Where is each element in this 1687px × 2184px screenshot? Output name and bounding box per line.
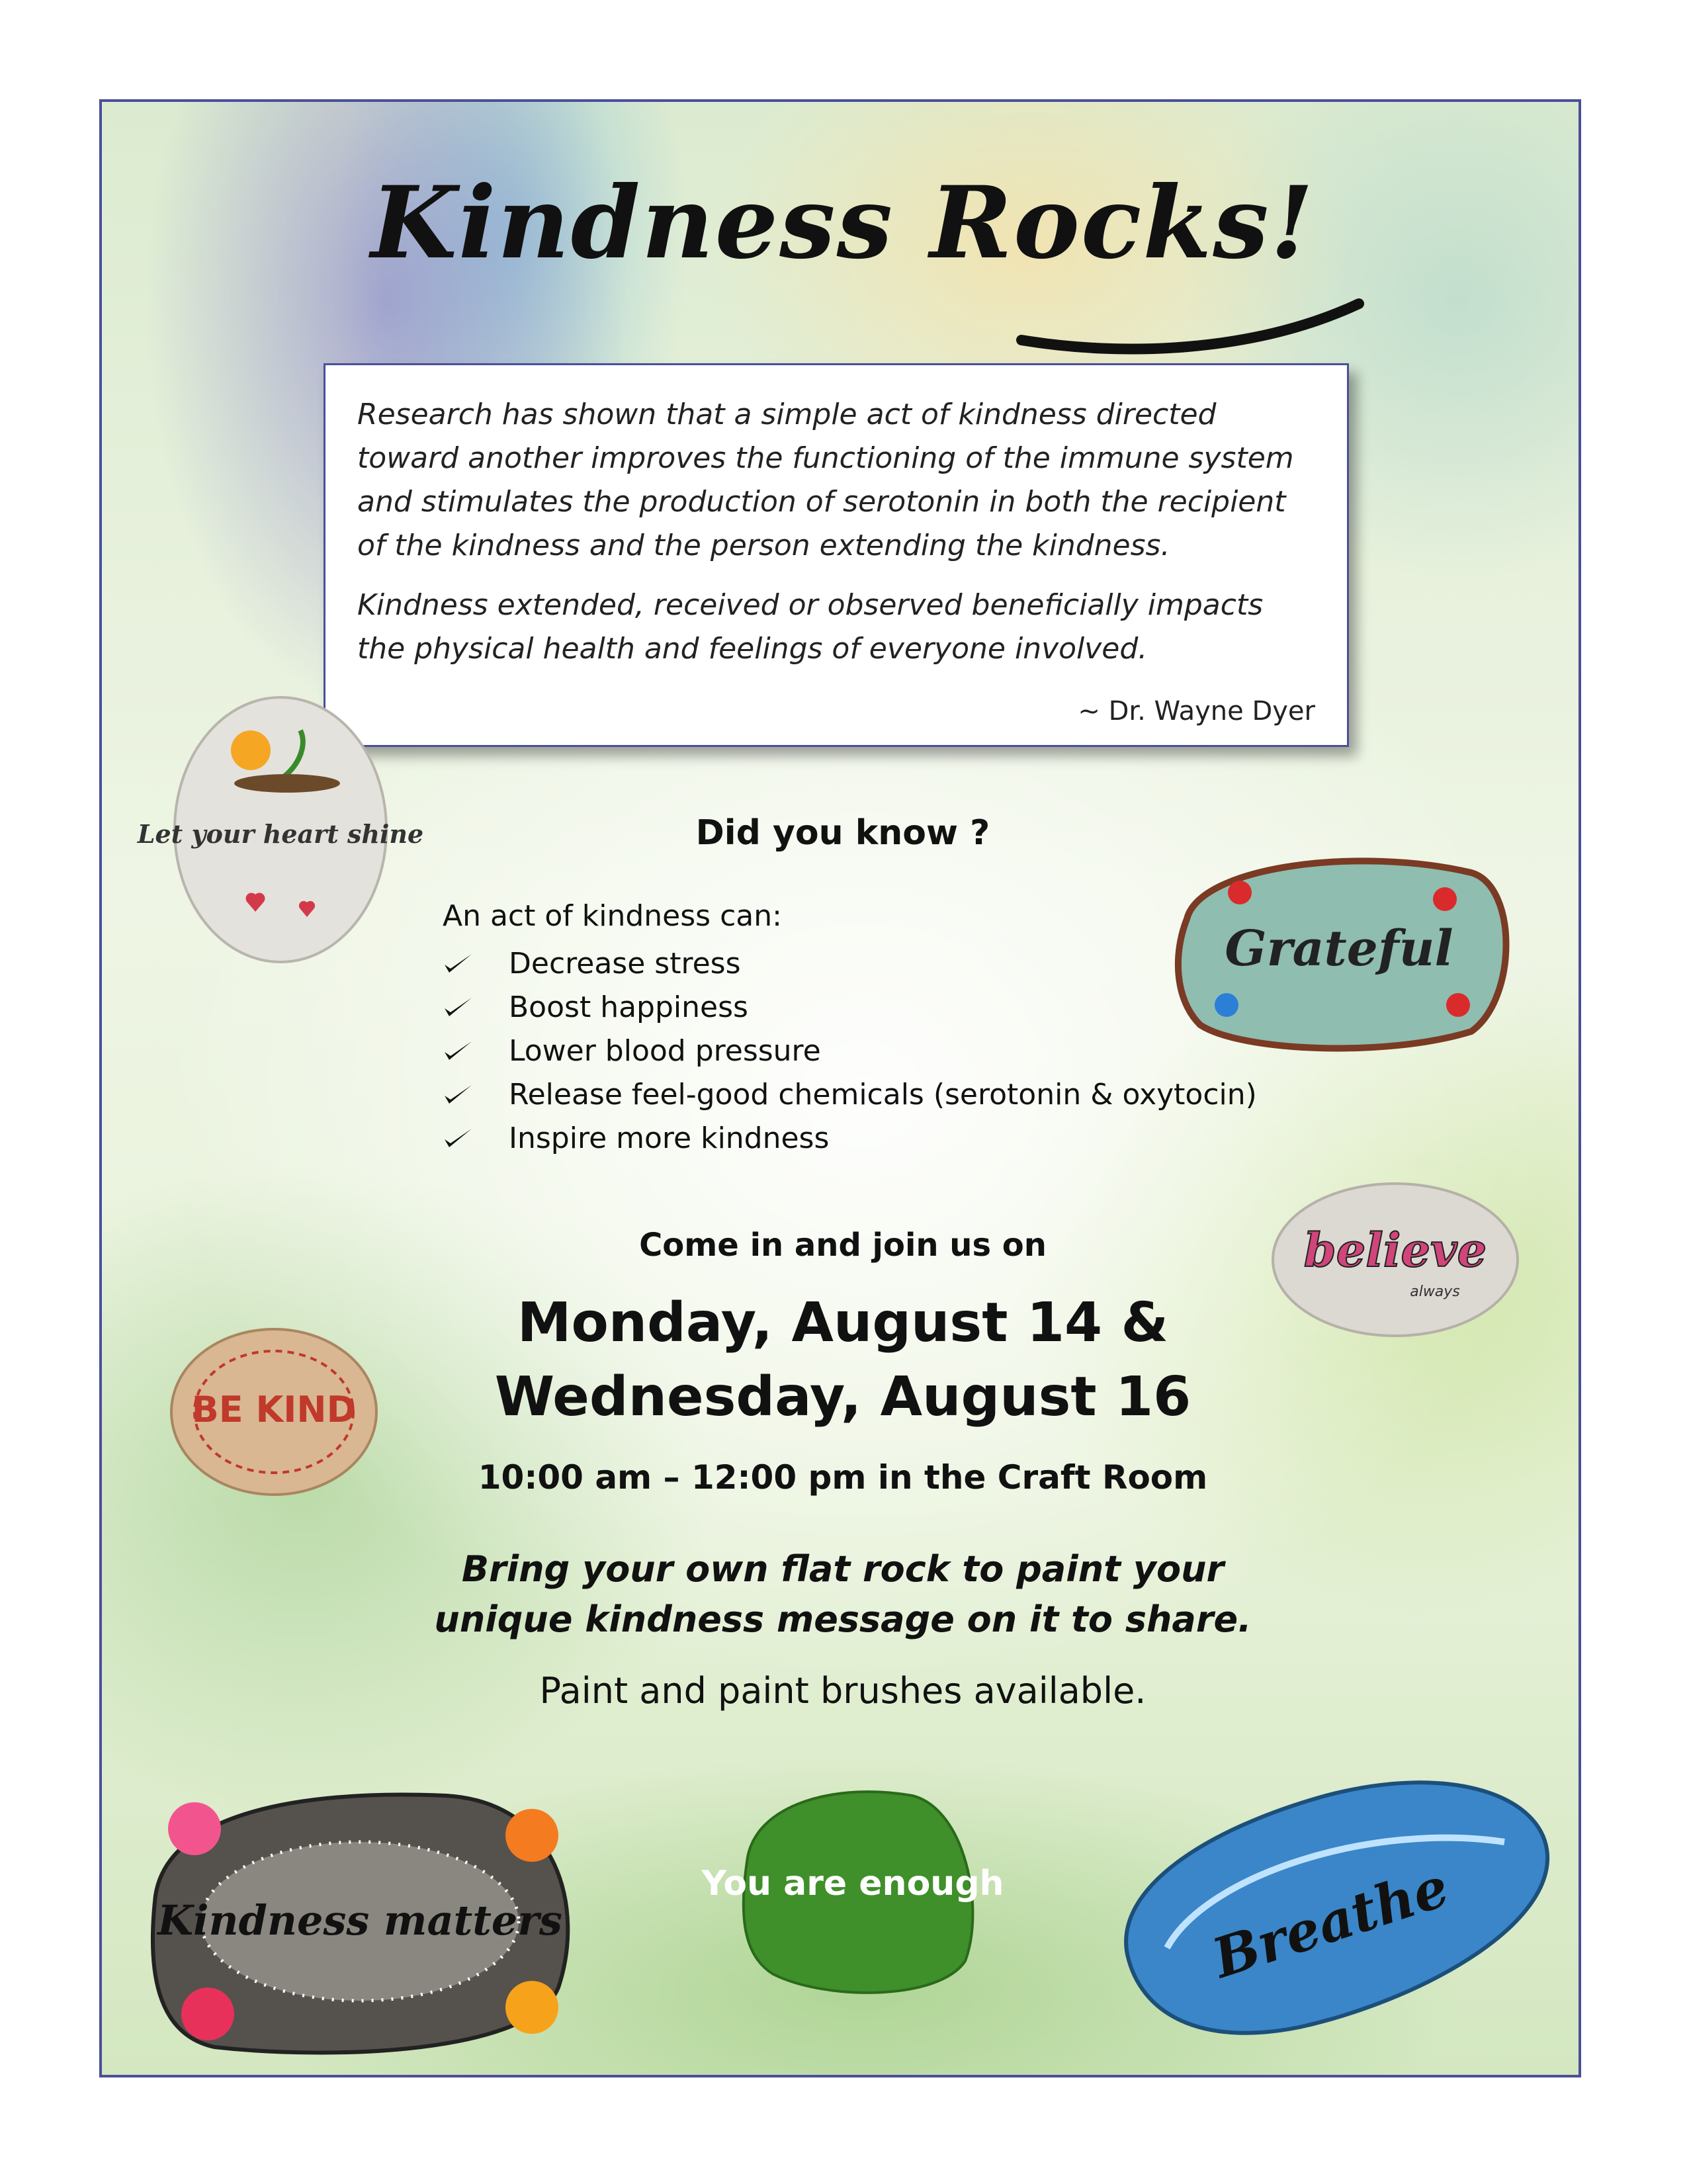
title-swash-decoration — [1015, 277, 1385, 357]
rock-kindness-matters-text: Kindness matters — [157, 1896, 562, 1944]
rock-believe-small-text: always — [1410, 1284, 1460, 1300]
did-you-know-heading: Did you know ? — [695, 813, 990, 853]
rock-believe-text: believe — [1303, 1223, 1487, 1278]
benefit-text: Boost happiness — [509, 990, 748, 1024]
quote-paragraph-1: Research has shown that a simple act of kindness directed toward another improves the functioning of the immune system and stimulates the production of serotonin in both the recipient of the kindness and the person extending the kindness. — [357, 398, 1294, 562]
list-item — [443, 1117, 1257, 1160]
quote-author: ~ Dr. Wayne Dyer — [1078, 696, 1315, 726]
rock-breathe-text: Breathe — [1205, 1855, 1457, 1991]
flyer-title: Kindness Rocks! — [370, 165, 1315, 281]
benefit-text: Release feel-good chemicals (serotonin & oxytocin) — [509, 1078, 1257, 1112]
rock-breathe-image — [1107, 1756, 1557, 2047]
rock-be-kind-text: BE KIND — [191, 1389, 357, 1430]
list-item — [443, 986, 1257, 1029]
benefit-text: Decrease stress — [509, 947, 741, 981]
event-date-2: Wednesday, August 16 — [494, 1366, 1191, 1428]
list-intro: An act of kindness can: — [443, 899, 782, 933]
rock-grateful-text: Grateful — [1225, 920, 1453, 977]
checkmark-icon — [443, 1082, 474, 1108]
quote-box — [324, 363, 1349, 747]
rock-grateful-image — [1160, 840, 1518, 1065]
checkmark-icon — [443, 1039, 474, 1064]
benefits-list — [443, 942, 1257, 1160]
rock-you-are-enough-text: You are enough — [701, 1864, 1004, 1903]
event-date-1: Monday, August 14 & — [517, 1291, 1169, 1354]
event-time: 10:00 am – 12:00 pm in the Craft Room — [478, 1458, 1208, 1497]
checkmark-icon — [443, 995, 474, 1020]
checkmark-icon — [443, 1126, 474, 1151]
event-invite: Come in and join us on — [639, 1227, 1047, 1264]
rock-heart-shine-image — [137, 691, 424, 969]
supplies-note: Paint and paint brushes available. — [539, 1670, 1146, 1712]
list-item — [443, 1073, 1257, 1117]
bring-line-1: Bring your own flat rock to paint your — [461, 1548, 1225, 1590]
rock-you-are-enough-image — [701, 1776, 1004, 2001]
bring-line-2: unique kindness message on it to share. — [434, 1598, 1252, 1640]
benefit-text: Lower blood pressure — [509, 1034, 821, 1068]
rock-heart-text: Let your heart shine — [137, 819, 424, 849]
flyer-frame — [99, 99, 1581, 2077]
list-item — [443, 942, 1257, 986]
quote-paragraph-2: Kindness extended, received or observed beneficially impacts the physical health and feelings of everyone involved. — [357, 588, 1264, 666]
rock-kindness-matters-image — [135, 1776, 585, 2067]
checkmark-icon — [443, 951, 474, 977]
rock-believe-image — [1270, 1180, 1521, 1339]
rock-be-kind-image — [168, 1326, 380, 1498]
list-item — [443, 1029, 1257, 1073]
bring-rock-note — [102, 1544, 1584, 1645]
benefit-text: Inspire more kindness — [509, 1121, 830, 1155]
